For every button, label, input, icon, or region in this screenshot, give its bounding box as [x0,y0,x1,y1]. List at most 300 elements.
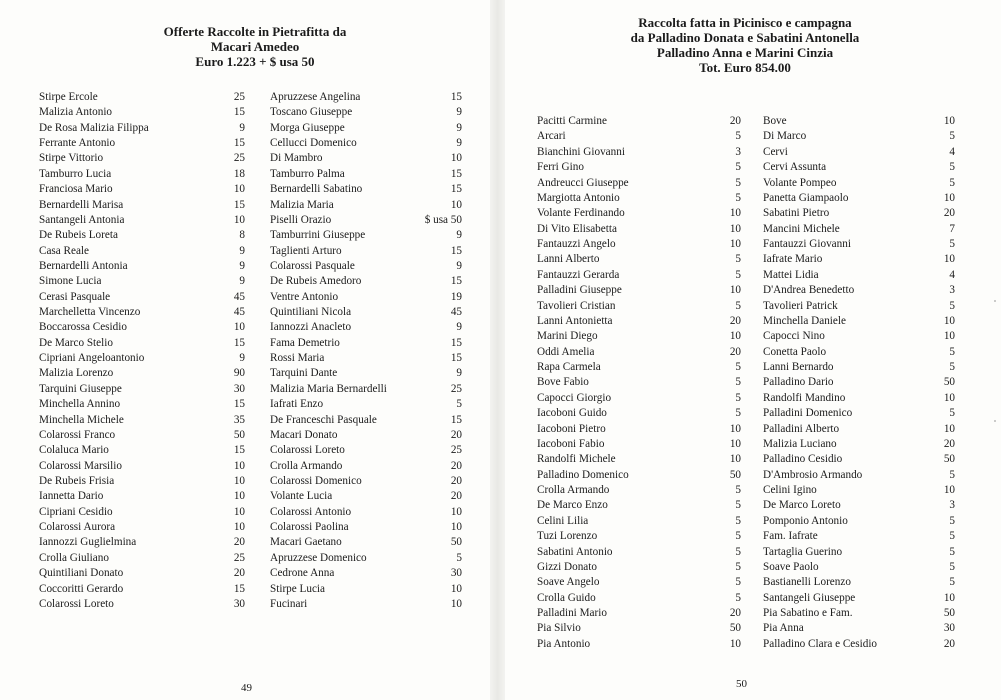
donor-entry [763,514,955,529]
donor-name: Pacitti Carmine [537,115,607,127]
donation-amount: 50 [233,428,245,441]
donor-name: De Marco Enzo [537,499,608,512]
donor-entry [537,129,741,144]
donation-amount: 9 [456,259,462,272]
donor-name: Minchella Michele [39,413,124,426]
donor-entry [270,582,462,597]
donation-amount: 5 [949,238,955,250]
donor-name: Cipriani Angeloantonio [39,352,145,365]
donor-name: Iacoboni Guido [537,407,607,420]
donor-name: Colarossi Domenico [270,474,362,487]
donor-name: De Rubeis Loreta [39,229,118,242]
donor-name: Palladino Dario [763,376,834,389]
donor-name: Cervi [763,145,788,158]
donor-entry [763,437,955,452]
donation-amount: 10 [943,314,955,327]
donor-name: Palladino Cesidio [763,453,843,466]
donor-name: Santangeli Giuseppe [763,591,856,604]
donor-entry [763,268,955,283]
donation-amount: 10 [450,582,462,595]
donor-entry [763,529,955,544]
donation-amount: 9 [239,259,245,272]
donor-entry [763,145,955,160]
donor-entry [39,290,245,305]
donor-entry [39,597,245,612]
donation-amount: 5 [735,391,741,404]
donor-entry [763,422,955,437]
donor-entry [270,505,462,520]
donation-amount: 45 [233,306,245,319]
donation-amount: 10 [943,191,955,204]
donor-entry [39,151,245,166]
donor-entry [270,182,462,197]
donor-entry [763,252,955,267]
donor-name: Macari Gaetano [270,536,342,549]
donor-entry [270,305,462,320]
donor-entry [270,121,462,136]
donor-name: Tartaglia Guerino [763,545,843,558]
donor-name: De Rosa Malizia Filippa [39,121,149,134]
donor-entry [537,422,741,437]
donor-entry [270,443,462,458]
donor-entry [39,535,245,550]
donor-entry [537,437,741,452]
donor-entry [537,606,741,621]
donation-amount: 4 [949,145,955,158]
donor-entry [763,391,955,406]
donation-amount: 5 [735,576,741,589]
donation-amount: 5 [735,484,741,496]
donation-amount: 50 [943,607,955,619]
donation-amount: 9 [239,352,245,365]
donation-amount: 5 [949,299,955,312]
donation-amount: 10 [233,213,245,226]
donor-entry [39,182,245,197]
donation-amount: 9 [456,121,462,134]
donor-name: De Rubeis Frisia [39,474,115,487]
donation-amount: 5 [456,551,462,564]
donation-amount: 20 [450,459,462,472]
donor-entry [537,176,741,191]
donor-entry [537,545,741,560]
donor-name: De Rubeis Amedoro [270,275,362,288]
donor-name: Palladino Domenico [537,468,629,481]
donor-name: Palladini Mario [537,607,607,619]
donor-name: Palladini Giuseppe [537,284,622,297]
donor-name: Ferrante Antonio [39,137,116,150]
donor-name: Rapa Carmela [537,361,601,373]
donor-entry [537,237,741,252]
donation-amount: 10 [729,422,741,435]
donor-entry [763,314,955,329]
donation-amount: 5 [456,398,462,411]
donor-name: Ventre Antonio [270,290,339,303]
donor-entry [270,136,462,151]
donation-amount: 15 [233,444,245,457]
donor-entry [270,244,462,259]
donor-entry [270,459,462,474]
donation-amount: 5 [735,361,741,373]
donation-amount: 10 [729,207,741,220]
donation-amount: 25 [233,551,245,564]
donor-name: Sabatini Antonio [537,545,613,558]
donor-entry [270,382,462,397]
donation-amount: 10 [729,222,741,235]
donor-name: Boccarossa Cesidio [39,321,127,334]
donation-amount: $ usa 50 [424,213,462,226]
donor-name: Colarossi Loreto [39,597,114,610]
donation-amount: 5 [949,560,955,573]
donor-name: Volante Ferdinando [537,207,625,220]
donor-name: Rossi Maria [270,352,325,365]
donor-name: Palladino Clara e Cesidio [763,637,878,650]
donation-amount: 50 [729,622,741,635]
donor-entry [270,198,462,213]
donor-name: Marchelletta Vincenzo [39,306,141,319]
donor-entry [270,259,462,274]
donation-amount: 10 [943,591,955,604]
donor-name: Minchella Annino [39,398,121,411]
donor-name: Cipriani Cesidio [39,505,113,518]
donor-name: Stirpe Vittorio [39,152,104,165]
donor-name: Volante Lucia [270,490,333,503]
donation-amount: 5 [949,361,955,373]
donor-name: Malizia Maria Bernardelli [270,382,387,395]
donor-entry [39,351,245,366]
donation-amount: 15 [450,275,462,288]
donor-entry [537,375,741,390]
donor-entry [763,206,955,221]
donor-name: Pia Antonio [537,637,591,650]
donor-name: Bove [763,115,787,127]
donation-amount: 15 [450,244,462,257]
donor-name: Lanni Antonietta [537,314,613,327]
title-line: Macari Amedeo [210,39,300,54]
donation-amount: 10 [233,505,245,518]
donation-amount: 5 [735,530,741,543]
donor-name: Casa Reale [39,244,90,257]
donation-amount: 20 [233,536,245,549]
donor-entry [39,551,245,566]
donor-name: Cedrone Anna [270,567,335,580]
donor-name: Soave Angelo [537,576,600,589]
donor-entry [763,299,955,314]
donation-amount: 10 [729,453,741,466]
donor-name: Palladini Domenico [763,407,853,420]
donation-amount: 35 [233,413,245,426]
donor-entry [39,90,245,105]
donation-amount: 5 [735,545,741,558]
donation-amount: 5 [949,130,955,143]
donation-amount: 5 [735,376,741,389]
donation-amount: 15 [233,198,245,211]
donor-name: Iafrate Mario [763,253,823,266]
donor-entry [270,366,462,381]
donor-entry [39,474,245,489]
donation-amount: 20 [943,207,955,220]
donor-name: Fantauzzi Angelo [537,238,616,250]
donor-entry [39,244,245,259]
donor-name: Quintiliani Nicola [270,306,352,319]
donor-name: Santangeli Antonia [39,213,125,226]
book-gutter [490,0,505,700]
donation-amount: 15 [450,91,462,103]
donor-name: Iacoboni Fabio [537,437,605,450]
donor-name: Bianchini Giovanni [537,145,625,158]
donation-amount: 9 [239,121,245,134]
donation-amount: 5 [735,591,741,604]
donor-entry [537,268,741,283]
donor-entry [537,575,741,590]
donor-name: Tavolieri Patrick [763,299,838,312]
donation-amount: 20 [450,490,462,503]
donor-name: Tuzi Lorenzo [537,530,598,543]
donor-entry [537,283,741,298]
donor-entry [537,483,741,498]
donor-entry [537,498,741,513]
donor-name: Pomponio Antonio [763,514,848,527]
donor-name: Crolla Giuliano [39,551,109,564]
donor-entry [39,198,245,213]
title-line: Offerte Raccolte in Pietrafitta da [163,24,347,39]
donor-entry [270,428,462,443]
donor-entry [270,274,462,289]
donor-name: Pia Anna [763,622,804,635]
donor-entry [537,252,741,267]
donor-name: Tamburro Lucia [39,167,112,180]
donation-amount: 9 [456,367,462,380]
donation-amount: 5 [735,499,741,512]
donor-name: Malizia Luciano [763,437,837,450]
donor-name: Pia Sabatino e Fam. [763,607,853,619]
donor-name: Morga Giuseppe [270,121,345,134]
donation-amount: 30 [233,597,245,610]
donation-amount: 10 [233,521,245,534]
donor-name: Di Marco [763,130,807,143]
donor-entry [537,114,741,129]
donor-entry [763,483,955,498]
donor-entry [537,637,741,652]
donation-amount: 10 [943,422,955,435]
donation-amount: 15 [450,352,462,365]
donation-amount: 15 [450,167,462,180]
title-line: Palladino Anna e Marini Cinzia [656,45,834,60]
donation-amount: 10 [729,238,741,250]
donor-name: Lanni Alberto [537,253,600,266]
donor-entry [39,520,245,535]
donation-amount: 10 [943,391,955,404]
donor-entry [537,406,741,421]
donor-entry [537,468,741,483]
donor-name: Sabatini Pietro [763,207,830,220]
donor-entry [39,413,245,428]
donor-entry [39,397,245,412]
donation-amount: 50 [729,468,741,481]
donation-amount: 10 [450,597,462,610]
donor-name: Fucinari [270,597,308,610]
donor-name: Cellucci Domenico [270,137,357,150]
donor-entry [763,129,955,144]
title-line: da Palladino Donata e Sabatini Antonella [630,30,860,45]
donor-name: Gizzi Donato [537,560,597,573]
donor-entry [763,176,955,191]
donor-entry [270,397,462,412]
donor-entry [39,459,245,474]
donor-entry [537,514,741,529]
donation-amount: 25 [450,382,462,395]
donation-amount: 3 [949,499,955,512]
donor-entry [763,575,955,590]
donation-amount: 5 [949,407,955,420]
donor-entry [270,90,462,105]
donor-entry [39,213,245,228]
title-line: Tot. Euro 854.00 [699,60,791,75]
donation-amount: 10 [233,321,245,334]
donor-name: D'Andrea Benedetto [763,284,855,297]
donor-entry [763,545,955,560]
donor-entry [537,345,741,360]
donation-amount: 5 [735,161,741,174]
donor-name: Marini Diego [537,330,598,343]
donation-amount: 25 [450,444,462,457]
donor-entry [763,468,955,483]
donor-name: Colarossi Loreto [270,444,345,457]
donation-amount: 50 [943,376,955,389]
donor-entry [763,345,955,360]
donation-amount: 15 [450,336,462,349]
donation-amount: 20 [729,314,741,327]
donor-name: Coccoritti Gerardo [39,582,124,595]
donor-entry [270,228,462,243]
donation-amount: 5 [949,576,955,589]
left-page [0,0,490,700]
donation-amount: 20 [450,474,462,487]
donation-amount: 9 [239,244,245,257]
donation-amount: 5 [735,514,741,527]
donation-amount: 15 [450,183,462,196]
donation-amount: 10 [729,330,741,343]
donation-amount: 5 [949,345,955,358]
donor-name: Crolla Armando [537,484,610,496]
donation-amount: 30 [943,622,955,635]
donor-entry [39,228,245,243]
donor-name: Crolla Guido [537,591,596,604]
left-donor-column-2 [270,90,462,612]
donor-name: Iannozzi Guglielmina [39,536,137,549]
donor-name: Colarossi Aurora [39,521,116,534]
donor-name: Bernardelli Marisa [39,198,124,211]
donor-name: Colaluca Mario [39,444,109,457]
donor-entry [270,535,462,550]
donor-entry [270,413,462,428]
donor-entry [270,597,462,612]
donor-entry [270,213,462,228]
donor-entry [270,320,462,335]
donor-name: Colarossi Pasquale [270,259,355,272]
donor-name: De Marco Stelio [39,336,113,349]
donor-name: Franciosa Mario [39,183,113,196]
donation-amount: 5 [735,130,741,143]
donation-amount: 50 [450,536,462,549]
donor-entry [39,336,245,351]
donor-entry [270,551,462,566]
donation-amount: 4 [949,268,955,281]
donor-entry [39,443,245,458]
donation-amount: 10 [729,437,741,450]
donation-amount: 25 [233,91,245,103]
donor-entry [270,474,462,489]
donor-name: Iannetta Dario [39,490,104,503]
left-donor-column-1 [39,90,245,612]
donation-amount: 5 [949,468,955,481]
donation-amount: 50 [943,453,955,466]
donation-amount: 5 [949,176,955,189]
donor-name: De Franceschi Pasquale [270,413,377,426]
donor-name: Apruzzese Domenico [270,551,367,564]
right-page [505,0,1001,700]
donor-name: Quintiliani Donato [39,567,124,580]
page-number: 50 [736,678,747,690]
donor-name: Ferri Gino [537,161,584,174]
donation-amount: 20 [943,437,955,450]
donor-entry [763,283,955,298]
donor-entry [39,259,245,274]
donor-entry [537,391,741,406]
scan-speck [994,300,996,302]
donation-amount: 19 [450,290,462,303]
donation-amount: 30 [233,382,245,395]
donor-name: Cerasi Pasquale [39,290,111,303]
donor-entry [39,305,245,320]
donor-name: Capocci Nino [763,330,825,343]
donor-name: D'Ambrosio Armando [763,468,863,481]
donor-name: Malizia Maria [270,198,334,211]
donor-name: Oddi Amelia [537,345,595,358]
donor-entry [270,520,462,535]
donor-name: Fam. Iafrate [763,530,818,543]
donor-entry [763,329,955,344]
donation-amount: 20 [943,637,955,650]
donor-name: Stirpe Ercole [39,91,98,103]
donor-name: Pia Silvio [537,622,581,635]
donor-entry [763,237,955,252]
donor-entry [270,336,462,351]
donor-entry [537,191,741,206]
donor-name: Conetta Paolo [763,345,827,358]
title-line: Euro 1.223 + $ usa 50 [195,54,315,69]
donation-amount: 5 [735,299,741,312]
donation-amount: 10 [233,183,245,196]
donor-name: Fama Demetrio [270,336,340,349]
donor-entry [537,452,741,467]
donor-entry [39,320,245,335]
donor-entry [270,290,462,305]
donation-amount: 10 [233,474,245,487]
donor-name: Mattei Lidia [763,268,819,281]
donor-name: Volante Pompeo [763,176,837,189]
donation-amount: 10 [450,521,462,534]
donor-entry [39,167,245,182]
donor-name: Iafrati Enzo [270,398,324,411]
donor-entry [763,222,955,237]
donor-entry [537,160,741,175]
donation-amount: 9 [239,275,245,288]
donor-entry [763,637,955,652]
donor-name: Taglienti Arturo [270,244,342,257]
donor-name: Di Mambro [270,152,323,165]
donation-amount: 10 [943,484,955,496]
donor-name: Malizia Antonio [39,106,113,119]
